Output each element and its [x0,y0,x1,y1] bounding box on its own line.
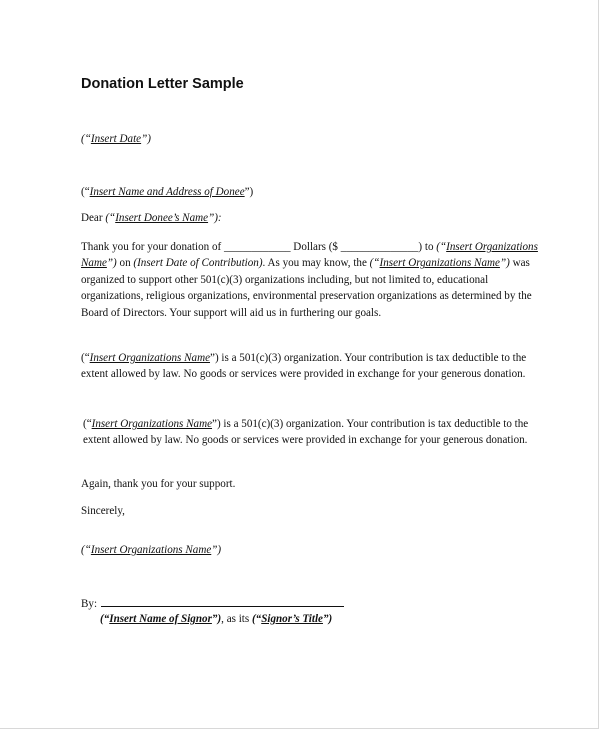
date-placeholder [81,131,151,147]
closing-sincerely: Sincerely, [81,505,125,517]
salutation-prefix: Dear [81,212,106,224]
date-open: (“ [81,133,91,145]
p2-ph: Insert Organizations Name [89,352,211,364]
donee-close: ”) [244,186,254,198]
p1-ph3-close: ”) [499,257,510,270]
donee-name-placeholder [81,184,253,200]
signor-title-open: (“ [251,613,262,625]
p1-blank-dollars: ____________ [223,241,291,253]
salutation-close: ”): [208,212,222,224]
date-close: ”) [141,133,151,145]
org-sig-text: Insert Organizations Name [90,544,212,556]
p1-s5: . As you may know, the [262,257,370,270]
signor-title-close: ”) [322,613,333,625]
by-label: By: [81,598,98,610]
salutation [81,210,222,226]
p2-close: ”) [210,352,219,364]
signor-name: Insert Name of Signor [109,613,212,625]
p3-open: (“ [83,418,92,430]
date-text: Insert Date [90,133,142,145]
p1-ph1-close: ”) [106,257,117,270]
p3-close: ”) [212,418,221,430]
salutation-text: Insert Donee’s Name [115,212,209,224]
org-sig-close: ”) [211,544,222,556]
closing-thank-you: Again, thank you for your support. [81,478,236,490]
p1-ph1: Insert Organizations Name [81,241,538,270]
p1-s6: was organized to support other 501(c)(3) organizations including, but not limited to, educational organizations, religious organizations, environmental preservation organizations as determined by the Board of Directors. Your support will aid us in furthering our goals. [81,257,532,319]
p1-ph1-open: (“ [436,241,447,253]
p3-ph: Insert Organizations Name [91,418,213,430]
p1-s3: ) to [418,241,437,253]
letter-title: Donation Letter Sample [81,76,244,92]
p1-ph2: (Insert Date of Contribution) [133,257,263,270]
org-signature-placeholder [81,542,221,558]
salutation-open: (“ [105,212,116,224]
p2-open: (“ [81,352,90,364]
p2-text: is a 501(c)(3) organization. Your contribution is tax deductible to the extent allowed by law. No goods or services were provided in exchange for your generous donation. [81,352,527,381]
p3-text: is a 501(c)(3) organization. Your contribution is tax deductible to the extent allowed by law. No goods or services were provided in exchange for your generous donation. [83,418,529,447]
donee-text: Insert Name and Address of Donee [89,186,245,198]
p1-s4: on [116,257,134,270]
signor-name-open: (“ [100,613,110,625]
signor-name-close: ”) [211,613,222,625]
org-sig-open: (“ [81,544,91,556]
p1-ph3: Insert Organizations Name [379,257,500,270]
paragraph-tax-deductible-2 [83,416,543,449]
paragraph-tax-deductible-1 [81,350,541,383]
p1-s2: Dollars ($ [290,241,341,253]
signature-line [101,596,344,607]
signature-line-row [81,596,344,610]
p1-s1: Thank you for your donation of [81,241,224,253]
p1-blank-amount: ______________ [340,241,419,253]
signor-name-title [100,613,332,625]
paragraph-thank-you [81,239,541,321]
signor-title: Signor’s Title [261,613,323,625]
donee-open: (“ [81,186,90,198]
p1-ph3-open: (“ [369,257,380,270]
as-its: , as its [221,613,252,625]
